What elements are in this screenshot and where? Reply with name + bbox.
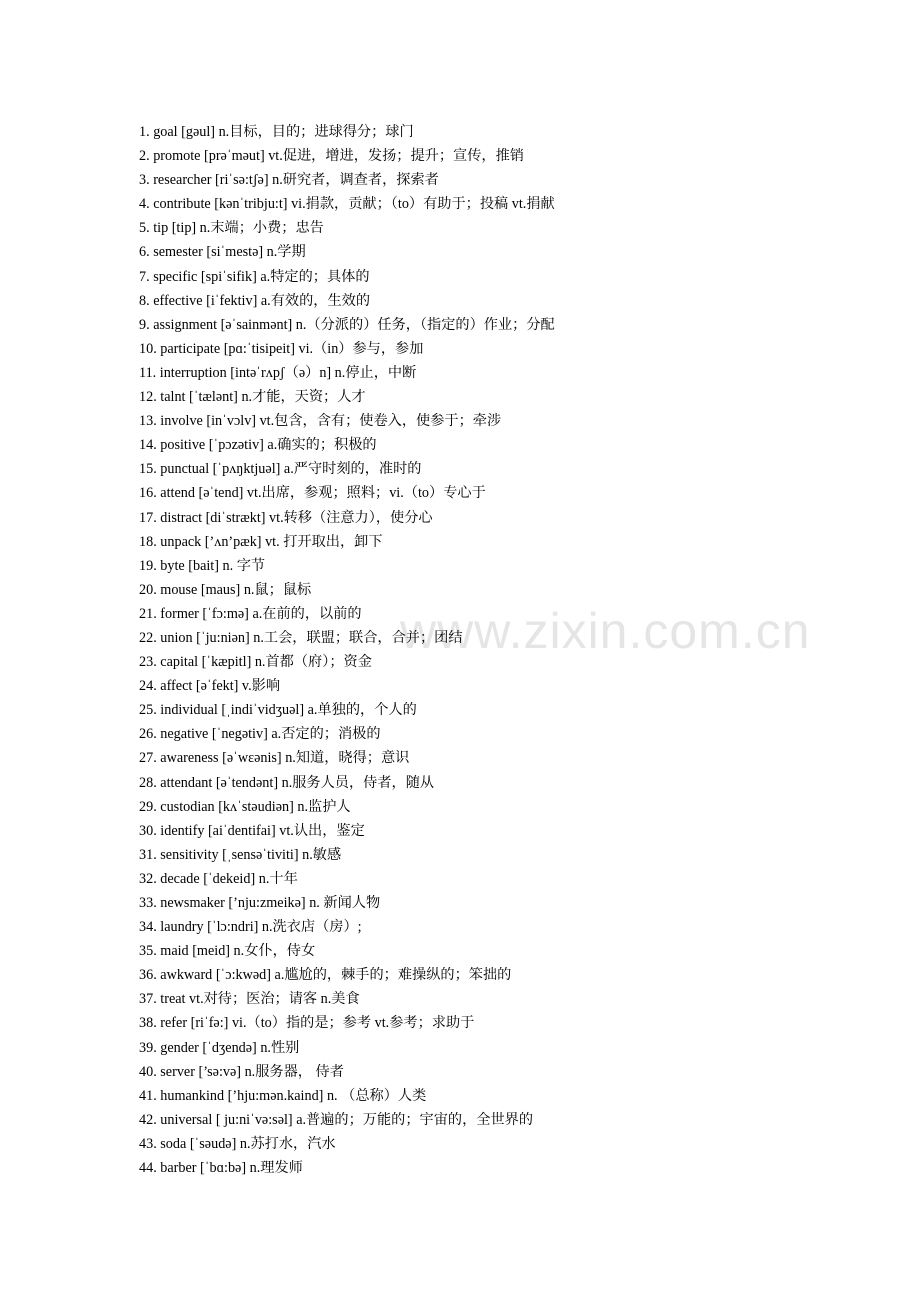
vocabulary-entry: 38. refer [riˈfə:] vi.（to）指的是；参考 vt.参考；求助于 — [139, 1015, 475, 1032]
vocabulary-entry: 25. individual [ˌindiˈvidʒuəl] a.单独的，个人的 — [139, 702, 417, 719]
vocabulary-entry: 5. tip [tip] n.末端；小费；忠告 — [139, 220, 324, 237]
vocabulary-entry: 7. specific [spiˈsifik] a.特定的；具体的 — [139, 268, 370, 285]
vocabulary-entry: 17. distract [diˈstrækt] vt.转移（注意力），使分心 — [139, 509, 433, 526]
vocabulary-entry: 4. contribute [kənˈtribju:t] vi.捐款，贡献；（to）有助于；投稿 vt.捐献 — [139, 196, 555, 213]
vocabulary-entry: 8. effective [iˈfektiv] a.有效的，生效的 — [139, 292, 371, 309]
vocabulary-entry: 30. identify [aiˈdentifai] vt.认出，鉴定 — [139, 822, 365, 839]
vocabulary-entry: 26. negative [ˈnegətiv] a.否定的；消极的 — [139, 726, 381, 743]
vocabulary-entry: 16. attend [əˈtend] vt.出席，参观；照料；vi.（to）专心于 — [139, 485, 486, 502]
vocabulary-entry: 10. participate [pɑ:ˈtisipeit] vi.（in）参与，参加 — [139, 340, 424, 357]
vocabulary-entry: 27. awareness [əˈwεənis] n.知道，晓得；意识 — [139, 750, 410, 767]
vocabulary-entry: 15. punctual [ˈpʌŋktjuəl] a.严守时刻的，准时的 — [139, 461, 422, 478]
vocabulary-entry: 23. capital [ˈkæpitl] n.首都（府）；资金 — [139, 654, 372, 671]
vocabulary-entry: 29. custodian [kʌˈstəudiən] n.监护人 — [139, 798, 351, 815]
vocabulary-entry: 44. barber [ˈbɑ:bə] n.理发师 — [139, 1160, 303, 1177]
vocabulary-entry: 40. server [’sə:və] n.服务器， 侍者 — [139, 1063, 344, 1080]
vocabulary-entry: 19. byte [bait] n. 字节 — [139, 557, 266, 574]
watermark: www.zixin.com.cn — [400, 603, 811, 659]
vocabulary-entry: 12. talnt [ˈtælənt] n.才能，天资；人才 — [139, 389, 366, 406]
vocabulary-entry: 39. gender [ˈdʒendə] n.性别 — [139, 1039, 300, 1056]
vocabulary-list — [139, 120, 555, 1180]
vocabulary-entry: 36. awkward [ˈɔ:kwəd] a.尴尬的，棘手的；难操纵的；笨拙的 — [139, 967, 512, 984]
vocabulary-entry: 31. sensitivity [ˌsensəˈtiviti] n.敏感 — [139, 846, 342, 863]
vocabulary-entry: 41. humankind [’hju:mən.kaind] n. （总称）人类 — [139, 1087, 427, 1104]
vocabulary-entry: 3. researcher [riˈsə:tʃə] n.研究者，调查者，探索者 — [139, 172, 439, 189]
vocabulary-entry: 28. attendant [əˈtendənt] n.服务人员，侍者，随从 — [139, 774, 435, 791]
vocabulary-entry: 14. positive [ˈpɔzətiv] a.确实的；积极的 — [139, 437, 377, 454]
vocabulary-entry: 18. unpack [’ʌn’pæk] vt. 打开取出，卸下 — [139, 533, 383, 550]
vocabulary-entry: 32. decade [ˈdekeid] n.十年 — [139, 870, 298, 887]
vocabulary-entry: 2. promote [prəˈməut] vt.促进，增进，发扬；提升；宣传，推销 — [139, 148, 524, 165]
vocabulary-entry: 1. goal [gəul] n.目标，目的；进球得分；球门 — [139, 124, 414, 140]
vocabulary-entry: 37. treat vt.对待；医治；请客 n.美食 — [139, 991, 360, 1008]
vocabulary-entry: 9. assignment [əˈsainmənt] n.（分派的）任务，（指定的）作业；分配 — [139, 316, 555, 333]
vocabulary-entry: 35. maid [meid] n.女仆，侍女 — [139, 943, 316, 960]
vocabulary-entry: 24. affect [əˈfekt] v.影响 — [139, 678, 281, 695]
vocabulary-entry: 13. involve [inˈvɔlv] vt.包含，含有；使卷入，使参于；牵涉 — [139, 413, 502, 430]
vocabulary-entry: 22. union [ˈju:niən] n.工会，联盟；联合，合并；团结 — [139, 629, 463, 646]
vocabulary-entry: 34. laundry [ˈlɔ:ndri] n.洗衣店（房）; — [139, 919, 362, 936]
vocabulary-entry: 42. universal [ ju:niˈvə:səl] a.普遍的；万能的；宇宙的，全世界的 — [139, 1111, 534, 1128]
vocabulary-entry: 33. newsmaker [’nju:zmeikə] n. 新闻人物 — [139, 895, 381, 911]
vocabulary-entry: 43. soda [ˈsəudə] n.苏打水，汽水 — [139, 1135, 336, 1152]
vocabulary-entry: 6. semester [siˈmestə] n.学期 — [139, 244, 306, 261]
vocabulary-entry: 21. former [ˈfɔ:mə] a.在前的，以前的 — [139, 605, 362, 622]
vocabulary-entry: 11. interruption [intəˈrʌpʃ（ə）n] n.停止，中断 — [139, 364, 417, 381]
vocabulary-entry: 20. mouse [maus] n.鼠；鼠标 — [139, 581, 312, 598]
